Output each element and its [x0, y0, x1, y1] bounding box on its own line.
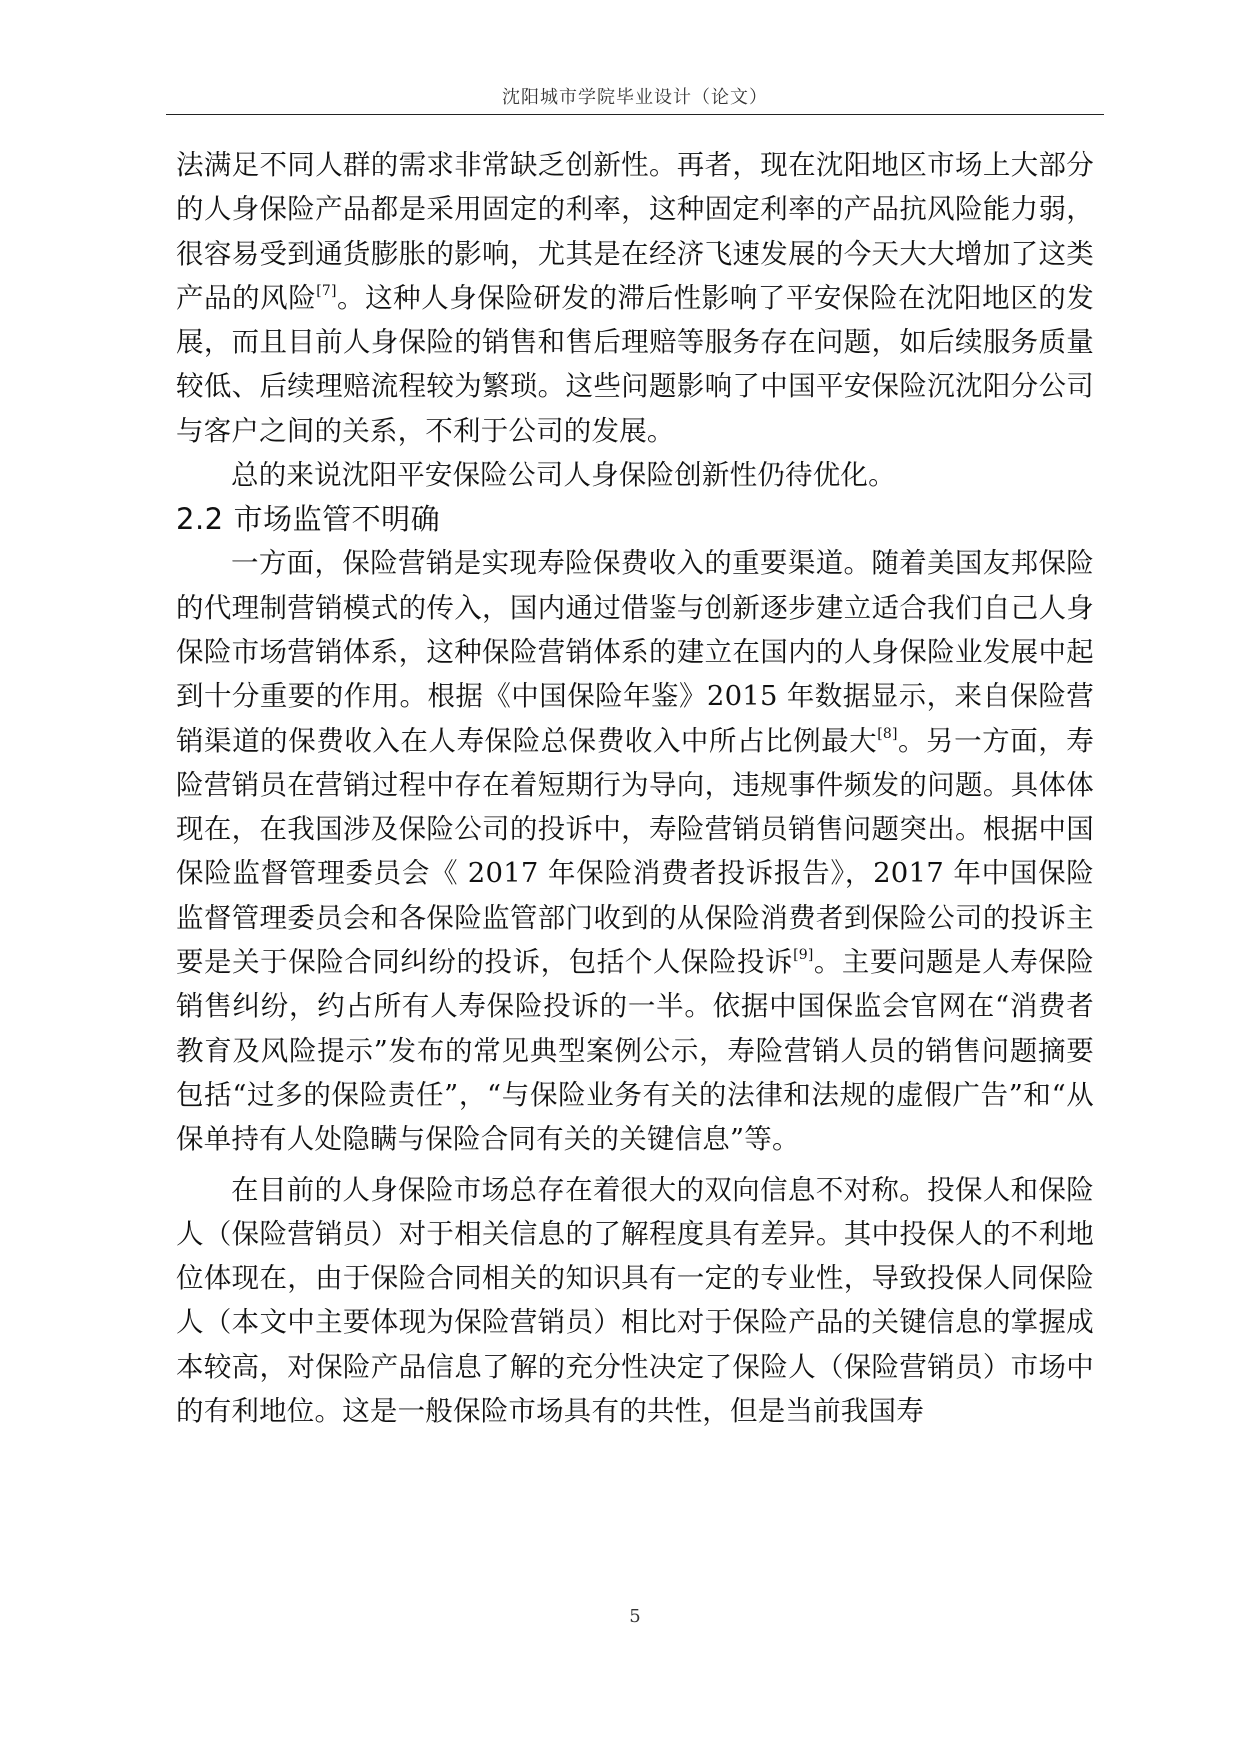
paragraph-3-mid: 。另一方面，寿险营销员在营销过程中存在着短期行为导向，违规事件频发的问题。具体体现在，在我国涉及保险公司的投诉中，寿险营销员销售问题突出。根据中国保险监督管理委员会《 2017 年保险消费者投诉报告》，2017 年中国保险监督管理委员会和各保险监管部门收到的从保险消费者到保险公司的投诉主要是关于保险合同纠纷的投诉，包括个人保险投诉: [176, 724, 1094, 979]
running-header: 沈阳城市学院毕业设计（论文）: [502, 87, 768, 108]
paragraph-1-text: 法满足不同人群的需求非常缺乏创新性。再者，现在沈阳地区市场上大部分的人身保险产品都是采用固定的利率，这种固定利率的产品抗风险能力弱，很容易受到通货膨胀的影响，尤其是在经济飞速发展的今天大大增加了这类产品的风险: [176, 149, 1094, 314]
paragraph-1: [176, 143, 1094, 453]
paragraph-1-rest: 。这种人身保险研发的滞后性影响了平安保险在沈阳地区的发展，而且目前人身保险的销售和售后理赔等服务存在问题，如后续服务质量较低、后续理赔流程较为繁琐。这些问题影响了中国平安保险沉沈阳分公司与客户之间的关系，不利于公司的发展。: [176, 281, 1094, 447]
section-title: 市场监管不明确: [233, 502, 441, 537]
citation-9[interactable]: [9]: [793, 947, 814, 964]
paragraph-3: [176, 541, 1094, 1161]
section-number: 2.2: [176, 502, 224, 537]
header-divider: [166, 114, 1104, 115]
citation-7[interactable]: [7]: [316, 282, 337, 299]
paragraph-3-rest: 。主要问题是人寿保险销售纠纷，约占所有人寿保险投诉的一半。依据中国保监会官网在“消费者教育及风险提示”发布的常见典型案例公示，寿险营销人员的销售问题摘要包括“过多的保险责任”，“与保险业务有关的法律和法规的虚假广告”和“从保单持有人处隐瞒与保险合同有关的关键信息”等。: [176, 946, 1095, 1156]
section-heading: [176, 497, 1094, 541]
paragraph-4: 在目前的人身保险市场总存在着很大的双向信息不对称。投保人和保险人（保险营销员）对于相关信息的了解程度具有差异。其中投保人的不利地位体现在，由于保险合同相关的知识具有一定的专业性，导致投保人同保险人（本文中主要体现为保险营销员）相比对于保险产品的关键信息的掌握成本较高，对保险产品信息了解的充分性决定了保险人（保险营销员）市场中的有利地位。这是一般保险市场具有的共性，但是当前我国寿: [176, 1173, 1094, 1428]
paragraph-3-text: 一方面，保险营销是实现寿险保费收入的重要渠道。随着美国友邦保险的代理制营销模式的传入，国内通过借鉴与创新逐步建立适合我们自己人身保险市场营销体系，这种保险营销体系的建立在国内的人身保险业发展中起到十分重要的作用。根据《中国保险年鉴》2015 年数据显示，来自保险营销渠道的保费收入在人寿保险总保费收入中所占比例最大: [176, 547, 1094, 757]
paragraph-2: 总的来说沈阳平安保险公司人身保险创新性仍待优化。: [231, 459, 896, 492]
citation-8[interactable]: [8]: [877, 725, 898, 742]
page-number: 5: [629, 1606, 641, 1627]
body-content: [176, 143, 1094, 1433]
